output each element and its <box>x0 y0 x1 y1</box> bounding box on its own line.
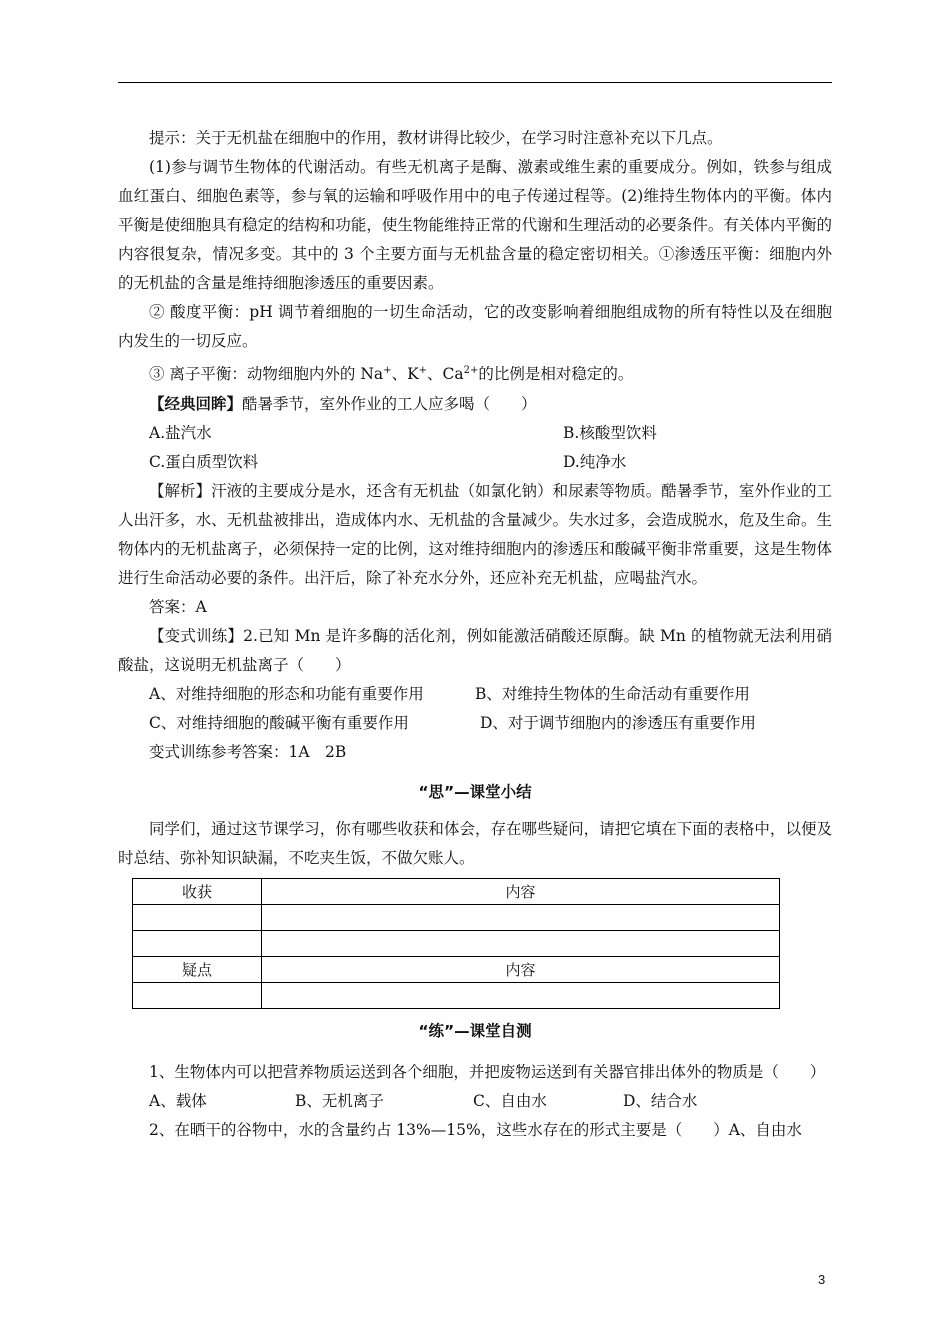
hint-p3-text: ③ 离子平衡：动物细胞内外的 Na <box>149 365 384 384</box>
empty-cell[interactable] <box>262 983 780 1009</box>
classic-question <box>118 389 832 419</box>
hint-paragraph-2: ② 酸度平衡：pH 调节着细胞的一切生命活动，它的改变影响着细胞组成物的所有特性以及在细胞内发生的一切反应。 <box>118 303 832 350</box>
test-question-1: 1、生物体内可以把营养物质运送到各个细胞，并把废物运送到有关器官排出体外的物质是（ ） <box>149 1063 826 1082</box>
analysis-tag: 【解析】 <box>149 482 212 501</box>
option-c: C.蛋白质型饮料 <box>149 453 259 472</box>
gain-content-cell: 内容 <box>262 879 780 905</box>
variant-option-c: C、对维持细胞的酸碱平衡有重要作用 <box>149 714 409 733</box>
na-charge: + <box>383 365 392 376</box>
test-question-2: 2、在晒干的谷物中，水的含量约占 13%—15%，这些水存在的形式主要是（ ）A、自由水 <box>149 1121 802 1140</box>
empty-cell[interactable] <box>262 905 780 931</box>
hint-p3-ca: 、Ca <box>427 365 464 384</box>
doubt-content-cell: 内容 <box>262 957 780 983</box>
hint-paragraph-1: (1)参与调节生物体的代谢活动。有些无机离子是酶、激素或维生素的重要成分。例如，铁参与组成血红蛋白、细胞色素等，参与氧的运输和呼吸作用中的电子传递过程等。(2)维持生物体内的平衡。体内平衡是使细胞具有稳定的结构和功能，使生物能维持正常的代谢和生理活动的必要条件。有关体内平衡的内容很复杂，情况多变。其中的 3 个主要方面与无机盐含量的稳定密切相关。①渗透压平衡：细胞内外的无机盐的含量是维持细胞渗透压的重要因素。 <box>118 158 832 292</box>
variant-answers: 变式训练参考答案：1A 2B <box>149 743 347 762</box>
classic-analysis <box>118 477 832 593</box>
summary-text: 同学们，通过这节课学习，你有哪些收获和体会，存在哪些疑问，请把它填在下面的表格中，以便及时总结、弥补知识缺漏，不吃夹生饭，不做欠账人。 <box>118 820 832 868</box>
summary-table <box>132 878 780 1009</box>
variant-options-row-2 <box>118 709 832 738</box>
q1-option-d: D、结合水 <box>623 1092 698 1111</box>
table-row <box>133 879 780 905</box>
table-row <box>133 957 780 983</box>
option-b: B.核酸型饮料 <box>563 424 657 443</box>
variant-option-d: D、对于调节细胞内的渗透压有重要作用 <box>480 714 756 733</box>
classic-answer: 答案：A <box>149 598 207 617</box>
variant-option-a: A、对维持细胞的形态和功能有重要作用 <box>149 685 424 704</box>
hint-intro: 提示：关于无机盐在细胞中的作用，教材讲得比较少，在学习时注意补充以下几点。 <box>149 129 723 147</box>
variant-question-text: 2.已知 Mn 是许多酶的活化剂，例如能激活硝酸还原酶。缺 Mn 的植物就无法利用硝酸盐，这说明无机盐离子（ ） <box>118 627 832 675</box>
analysis-text: 汗液的主要成分是水，还含有无机盐（如氯化钠）和尿素等物质。酷暑季节，室外作业的工人出汗多，水、无机盐被排出，造成体内水、无机盐的含量减少。失水过多，会造成脱水，危及生命。生物体内的无机盐离子，必须保持一定的比例，这对维持细胞内的渗透压和酸碱平衡非常重要，这是生物体进行生命活动必要的条件。出汗后，除了补充水分外，还应补充无机盐，应喝盐汽水。 <box>118 482 832 588</box>
option-d: D.纯净水 <box>563 453 627 472</box>
test-q1-options <box>118 1087 832 1116</box>
q1-option-b: B、无机离子 <box>295 1092 384 1111</box>
classic-tag: 【经典回眸】 <box>149 394 243 414</box>
variant-question <box>118 622 832 680</box>
page-number: 3 <box>818 1272 826 1287</box>
option-a: A.盐汽水 <box>149 424 212 443</box>
k-charge: + <box>418 365 428 376</box>
empty-cell[interactable] <box>133 905 262 931</box>
header-rule <box>118 82 832 83</box>
ca-charge: 2+ <box>463 365 479 376</box>
empty-cell[interactable] <box>262 931 780 957</box>
empty-cell[interactable] <box>133 931 262 957</box>
doubt-label-cell: 疑点 <box>133 957 262 983</box>
classic-question-text: 酷暑季节，室外作业的工人应多喝（ ） <box>242 395 537 414</box>
hint-p3-end: 的比例是相对稳定的。 <box>478 365 634 384</box>
document-page <box>118 124 832 1145</box>
variant-tag: 【变式训练】 <box>149 627 244 646</box>
gain-label-cell: 收获 <box>133 879 262 905</box>
classic-options-row-1 <box>118 419 832 448</box>
empty-cell[interactable] <box>133 983 262 1009</box>
variant-options-row-1 <box>118 680 832 709</box>
table-row <box>133 931 780 957</box>
variant-option-b: B、对维持生物体的生命活动有重要作用 <box>475 685 750 704</box>
classic-options-row-2 <box>118 448 832 477</box>
test-heading: “练”—课堂自测 <box>418 1022 532 1041</box>
summary-heading: “思”—课堂小结 <box>418 783 532 802</box>
hint-p3-k: 、K <box>391 365 419 384</box>
table-row <box>133 905 780 931</box>
q1-option-a: A、载体 <box>149 1092 207 1111</box>
q1-option-c: C、自由水 <box>473 1092 547 1111</box>
table-row <box>133 983 780 1009</box>
hint-paragraph-3 <box>118 356 832 389</box>
